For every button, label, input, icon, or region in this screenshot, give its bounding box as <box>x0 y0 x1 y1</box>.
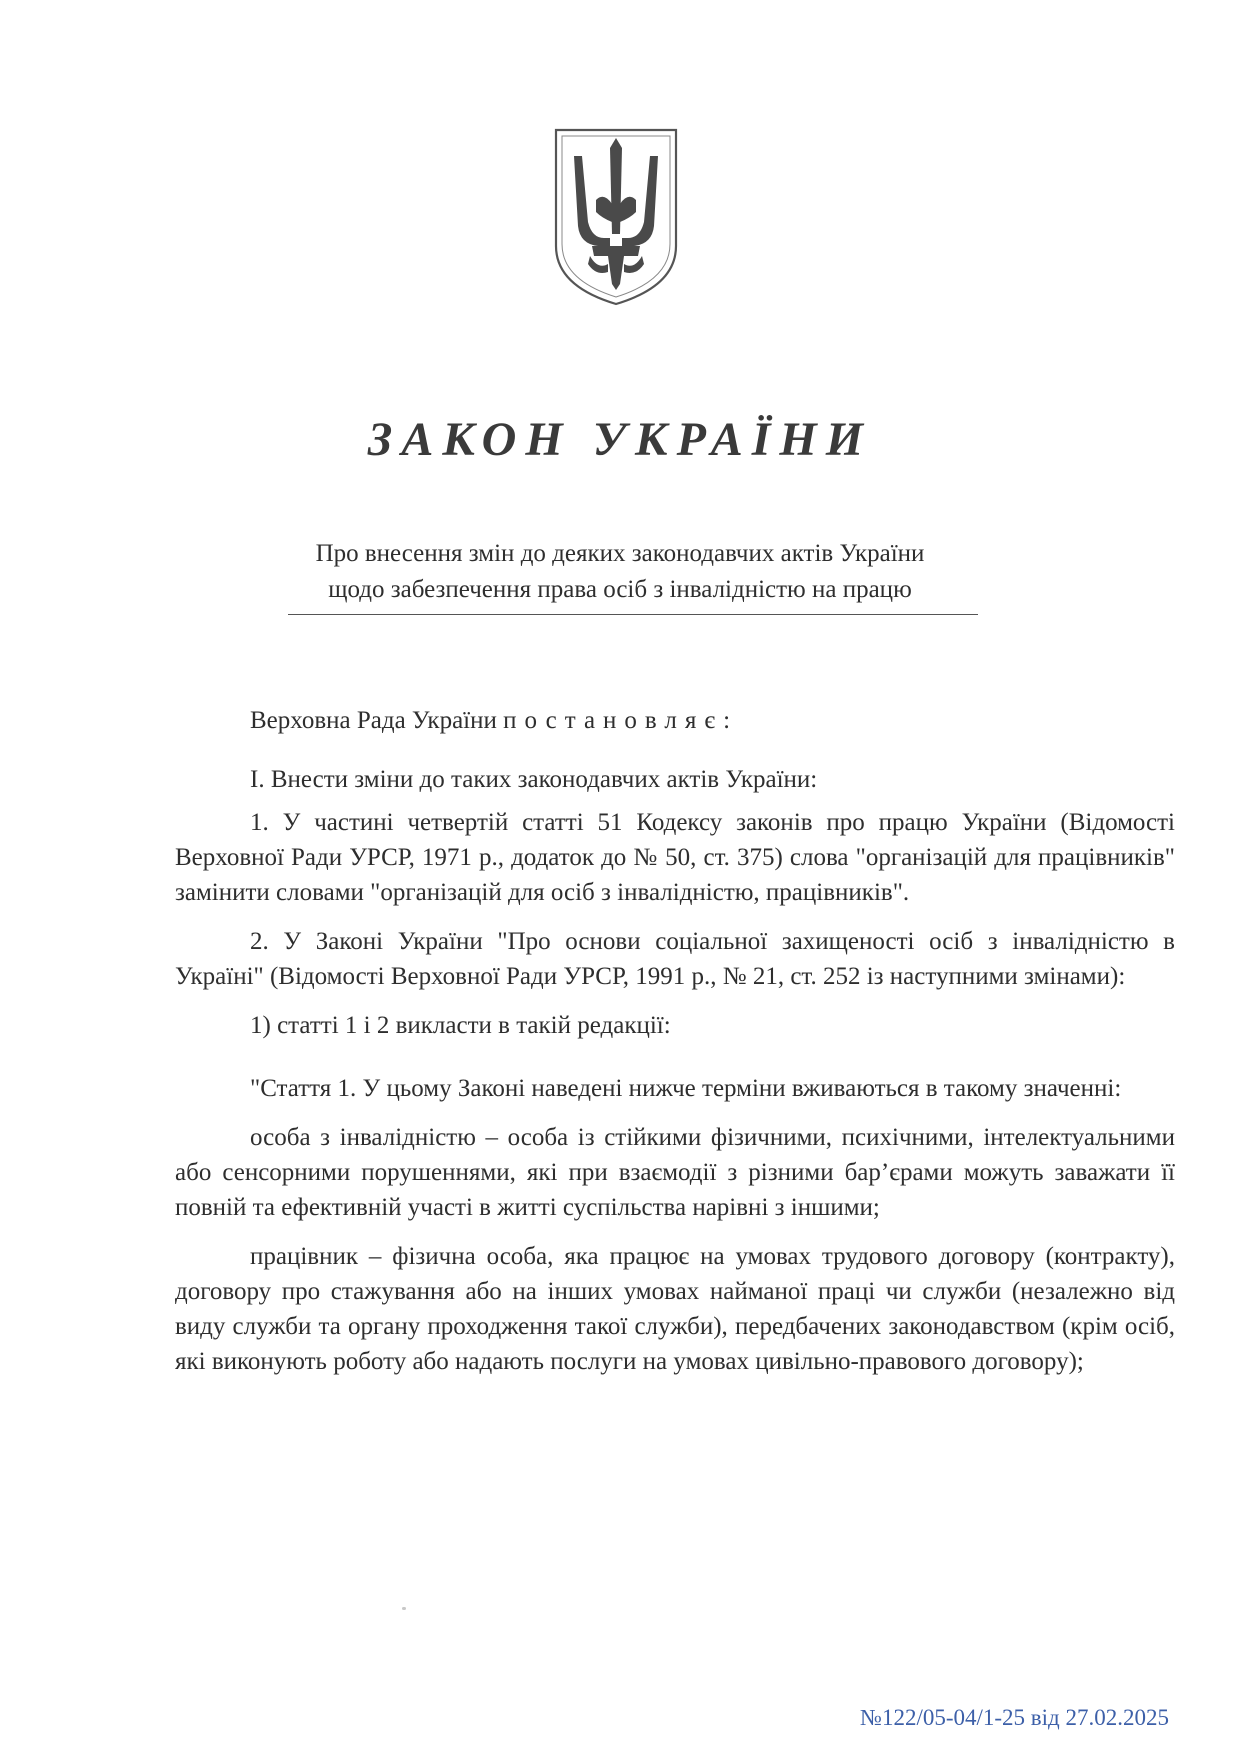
enactment-clause <box>175 703 1175 738</box>
subtitle-line-1: Про внесення змін до деяких законодавчих актів України <box>315 540 925 567</box>
document-title: ЗАКОН УКРАЇНИ <box>367 413 873 466</box>
coat-of-arms-icon <box>552 126 680 308</box>
sub-item-1: 1) статті 1 і 2 викласти в такій редакції: <box>250 1012 671 1039</box>
article-1-intro: "Стаття 1. У цьому Законі наведені нижче терміни вживаються в такому значенні: <box>250 1075 1122 1102</box>
registration-stamp: №122/05-04/1-25 від 27.02.2025 <box>860 1705 1169 1730</box>
enactment-verb: постановляє: <box>503 707 739 734</box>
section-1-heading: І. Внести зміни до таких законодавчих актів України: <box>250 766 818 793</box>
scan-speck <box>402 1607 406 1610</box>
subtitle-underline <box>288 614 978 615</box>
enactment-text: Верховна Рада України <box>250 707 504 734</box>
definition-employee: працівник – фізична особа, яка працює на умовах трудового договору (контракту), договору про стажування або на інших умовах найманої праці чи служби (незалежно від виду служби та органу проходження такої служби), передбачених законодавством (крім осіб, які виконують роботу або надають послуги на умовах цивільно-правового договору); <box>175 1243 1175 1375</box>
definition-person-with-disability: особа з інвалідністю – особа із стійкими фізичними, психічними, інтелектуальними або сенсорними порушеннями, які при взаємодії з різними бар’єрами можуть заважати її повній та ефективній участі в житті суспільства нарівні з іншими; <box>175 1124 1175 1221</box>
law-subtitle <box>240 536 1000 608</box>
amendment-item-1: 1. У частині четвертій статті 51 Кодексу законів про працю України (Відомості Верховної Ради УРСР, 1971 р., додаток до № 50, ст. 375) слова "організацій для працівників" замінити словами "організацій для осіб з інвалідністю, працівників". <box>175 809 1175 906</box>
subtitle-line-2: щодо забезпечення права осіб з інвалідністю на працю <box>328 576 912 603</box>
amendment-item-2: 2. У Законі України "Про основи соціальної захищеності осіб з інвалідністю в Україні" (Відомості Верховної Ради УРСР, 1991 р., № 21, ст. 252 із наступними змінами): <box>175 928 1175 990</box>
law-body <box>175 703 1175 1379</box>
